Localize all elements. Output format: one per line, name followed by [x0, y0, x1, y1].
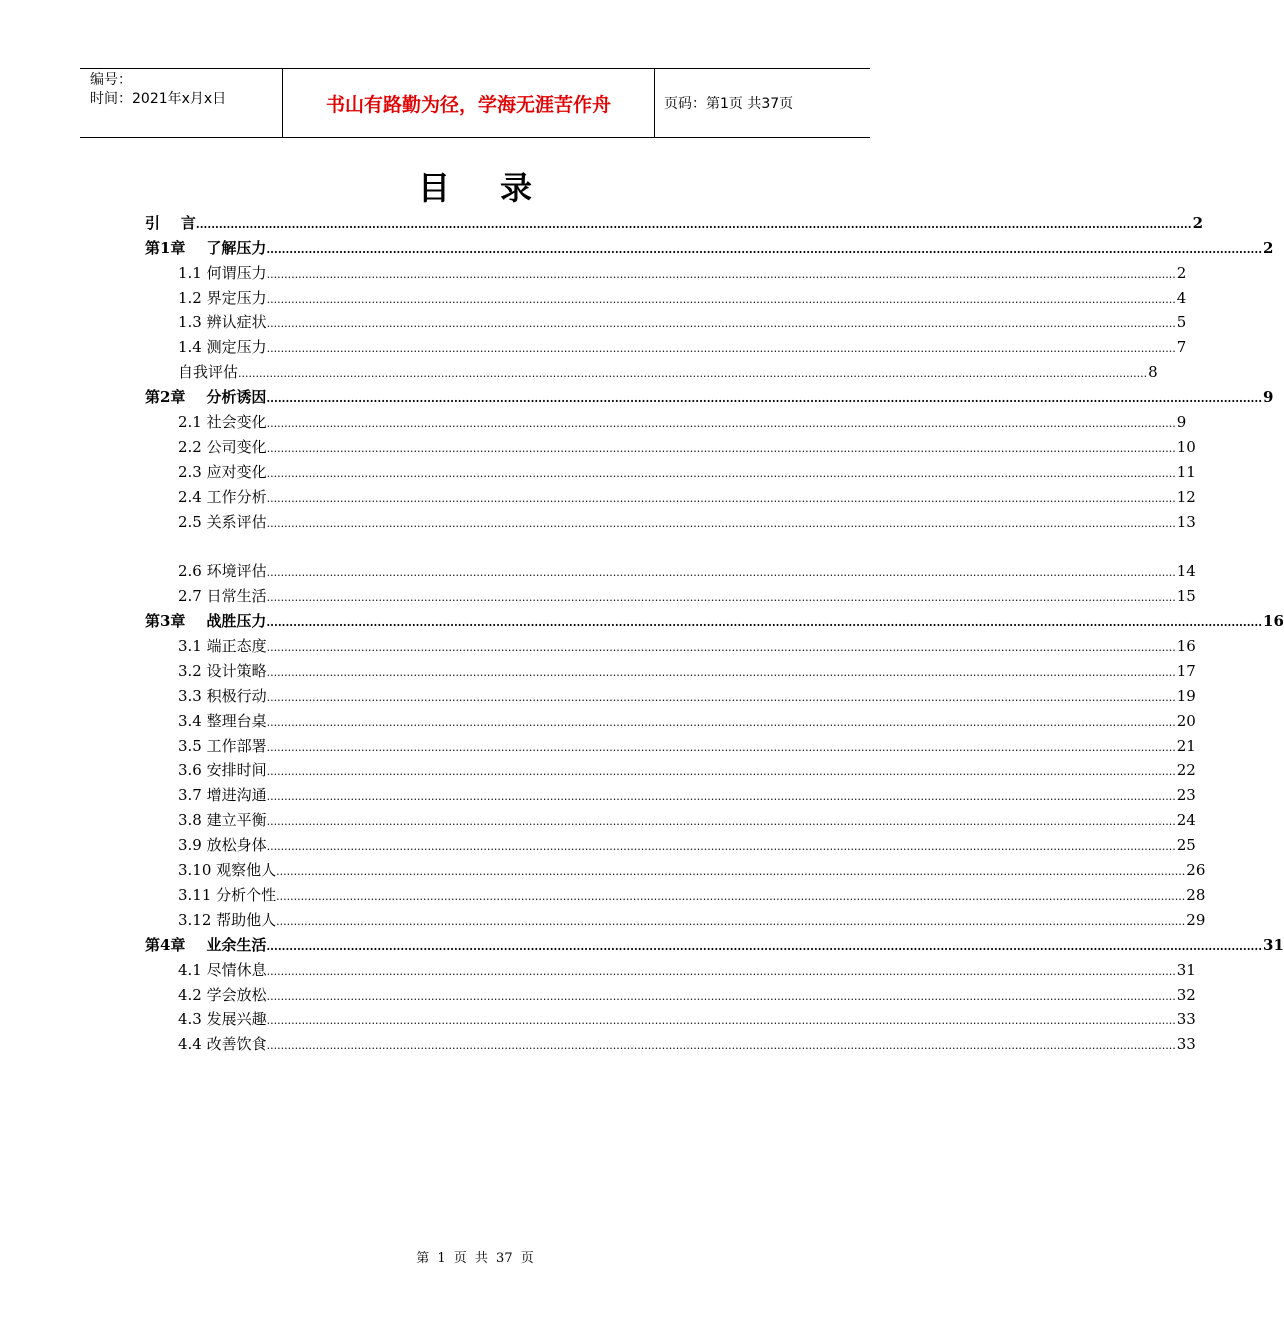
toc-leader-dots: ....................................................................................................................................................................................................................................................................	[266, 989, 1176, 1003]
toc-entry-label: 1.3 辨认症状	[178, 313, 267, 332]
toc-page-number: 23	[1176, 786, 1196, 805]
table-of-contents	[145, 208, 1284, 1054]
toc-page-number: 7	[1176, 338, 1187, 357]
toc-entry-label: 3.11 分析个性	[178, 885, 277, 904]
toc-entry-row[interactable]	[145, 731, 1196, 756]
toc-entry-row[interactable]	[145, 905, 1206, 930]
toc-page-number: 2	[1263, 238, 1274, 257]
toc-leader-dots: ....................................................................................................................................................................................................................................................................	[266, 242, 1263, 256]
toc-page-number: 12	[1176, 487, 1196, 506]
toc-leader-dots: ....................................................................................................................................................................................................................................................................	[266, 665, 1176, 679]
toc-page-number: 26	[1186, 861, 1206, 880]
toc-entry-row[interactable]	[145, 507, 1196, 532]
toc-page-number: 16	[1176, 637, 1196, 656]
toc-leader-dots: ....................................................................................................................................................................................................................................................................	[266, 591, 1176, 605]
toc-entry-label: 第3章 战胜压力	[145, 612, 267, 631]
toc-page-number: 13	[1176, 512, 1196, 531]
toc-leader-dots: ....................................................................................................................................................................................................................................................................	[266, 616, 1263, 630]
toc-page-number: 32	[1176, 985, 1196, 1004]
toc-entry-row[interactable]	[145, 880, 1206, 905]
toc-entry-label: 引 言	[145, 213, 196, 232]
toc-entry-row[interactable]	[145, 955, 1196, 980]
toc-spacer	[145, 532, 806, 557]
toc-page-number: 33	[1176, 1010, 1196, 1029]
toc-page-number: 28	[1186, 885, 1206, 904]
toc-chapter-row[interactable]	[145, 606, 1284, 631]
toc-page-number: 2	[1192, 213, 1204, 232]
toc-entry-label: 2.6 环境评估	[178, 562, 267, 581]
toc-leader-dots: ....................................................................................................................................................................................................................................................................	[266, 292, 1176, 306]
toc-entry-row[interactable]	[145, 780, 1196, 805]
toc-leader-dots: ....................................................................................................................................................................................................................................................................	[266, 516, 1176, 530]
toc-leader-dots: ....................................................................................................................................................................................................................................................................	[266, 417, 1176, 431]
toc-entry-label: 3.3 积极行动	[178, 686, 267, 705]
toc-page-number: 31	[1176, 960, 1196, 979]
toc-chapter-row[interactable]	[145, 208, 1204, 233]
toc-leader-dots: ....................................................................................................................................................................................................................................................................	[266, 840, 1176, 854]
toc-entry-row[interactable]	[145, 805, 1196, 830]
toc-entry-label: 第1章 了解压力	[145, 238, 267, 257]
toc-leader-dots: ....................................................................................................................................................................................................................................................................	[266, 690, 1176, 704]
toc-entry-label: 3.4 整理台桌	[178, 711, 267, 730]
toc-page-number: 25	[1176, 836, 1196, 855]
toc-entry-row[interactable]	[145, 681, 1196, 706]
toc-entry-label: 第4章 业余生活	[145, 935, 267, 954]
toc-entry-label: 3.12 帮助他人	[178, 910, 277, 929]
toc-leader-dots: ....................................................................................................................................................................................................................................................................	[266, 392, 1263, 406]
toc-chapter-row[interactable]	[145, 233, 1274, 258]
toc-entry-label: 3.9 放松身体	[178, 836, 267, 855]
toc-entry-row[interactable]	[145, 581, 1196, 606]
toc-entry-label: 1.2 界定压力	[178, 288, 267, 307]
toc-entry-label: 3.6 安排时间	[178, 761, 267, 780]
toc-entry-row[interactable]	[145, 308, 1187, 333]
toc-entry-label: 2.1 社会变化	[178, 413, 267, 432]
toc-entry-row[interactable]	[145, 357, 1158, 382]
toc-entry-label: 4.3 发展兴趣	[178, 1010, 267, 1029]
toc-entry-label: 4.1 尽情休息	[178, 960, 267, 979]
toc-page-number: 20	[1176, 711, 1196, 730]
toc-page-number: 24	[1176, 811, 1196, 830]
toc-page-number: 8	[1148, 363, 1158, 382]
toc-leader-dots: ....................................................................................................................................................................................................................................................................	[266, 1014, 1176, 1028]
toc-entry-row[interactable]	[145, 482, 1196, 507]
toc-entry-label: 3.5 工作部署	[178, 736, 267, 755]
toc-leader-dots: ....................................................................................................................................................................................................................................................................	[266, 491, 1176, 505]
toc-page-number: 14	[1176, 562, 1196, 581]
toc-chapter-row[interactable]	[145, 930, 1284, 955]
toc-entry-row[interactable]	[145, 1005, 1196, 1030]
toc-entry-row[interactable]	[145, 556, 1196, 581]
toc-entry-label: 4.4 改善饮食	[178, 1035, 267, 1054]
date-label: 时间：2021年x月x日	[90, 91, 227, 107]
toc-entry-label: 3.7 增进沟通	[178, 786, 267, 805]
toc-leader-dots: ....................................................................................................................................................................................................................................................................	[266, 815, 1176, 829]
toc-entry-label: 第2章 分析诱因	[145, 388, 267, 407]
toc-entry-row[interactable]	[145, 830, 1196, 855]
toc-page-number: 29	[1186, 910, 1206, 929]
header-page-info: 页码：第1页 共37页	[664, 96, 794, 112]
toc-leader-dots: ....................................................................................................................................................................................................................................................................	[266, 267, 1176, 281]
toc-entry-label: 2.3 应对变化	[178, 462, 267, 481]
toc-page-number: 5	[1176, 313, 1187, 332]
toc-entry-row[interactable]	[145, 1029, 1196, 1054]
toc-entry-label: 2.4 工作分析	[178, 487, 267, 506]
toc-leader-dots: ....................................................................................................................................................................................................................................................................	[266, 317, 1176, 331]
toc-leader-dots: ....................................................................................................................................................................................................................................................................	[276, 914, 1186, 928]
toc-entry-label: 2.7 日常生活	[178, 587, 267, 606]
toc-page-number: 11	[1176, 462, 1196, 481]
toc-leader-dots: ....................................................................................................................................................................................................................................................................	[266, 790, 1176, 804]
toc-entry-label: 自我评估	[178, 363, 239, 382]
toc-page-number: 10	[1176, 437, 1196, 456]
toc-entry-label: 1.4 测定压力	[178, 338, 267, 357]
toc-chapter-row[interactable]	[145, 382, 1274, 407]
toc-entry-label: 3.10 观察他人	[178, 861, 277, 880]
toc-leader-dots: ....................................................................................................................................................................................................................................................................	[266, 566, 1176, 580]
header-meta	[80, 69, 282, 137]
toc-page-number: 2	[1176, 263, 1187, 282]
toc-page-number: 21	[1176, 736, 1196, 755]
toc-entry-label: 3.8 建立平衡	[178, 811, 267, 830]
toc-leader-dots: ....................................................................................................................................................................................................................................................................	[266, 641, 1176, 655]
toc-entry-label: 1.1 何谓压力	[178, 263, 267, 282]
toc-entry-row[interactable]	[145, 706, 1196, 731]
toc-leader-dots: ....................................................................................................................................................................................................................................................................	[266, 715, 1176, 729]
toc-entry-label: 4.2 学会放松	[178, 985, 267, 1004]
toc-entry-row[interactable]	[145, 332, 1187, 357]
toc-page-number: 22	[1176, 761, 1196, 780]
page-footer: 第 1 页 共 37 页	[416, 1251, 534, 1266]
toc-entry-label: 3.2 设计策略	[178, 661, 267, 680]
toc-page-number: 19	[1176, 686, 1196, 705]
toc-entry-label: 2.2 公司变化	[178, 437, 267, 456]
page-title: 目录	[417, 169, 582, 207]
toc-leader-dots: ....................................................................................................................................................................................................................................................................	[276, 865, 1186, 879]
toc-entry-row[interactable]	[145, 631, 1196, 656]
toc-leader-dots: ....................................................................................................................................................................................................................................................................	[266, 765, 1176, 779]
toc-leader-dots: ....................................................................................................................................................................................................................................................................	[266, 466, 1176, 480]
toc-leader-dots: ....................................................................................................................................................................................................................................................................	[276, 889, 1186, 903]
toc-leader-dots: ....................................................................................................................................................................................................................................................................	[266, 342, 1176, 356]
toc-entry-label: 3.1 端正态度	[178, 637, 267, 656]
toc-leader-dots: ....................................................................................................................................................................................................................................................................	[195, 217, 1192, 231]
toc-entry-row[interactable]	[145, 432, 1196, 457]
toc-entry-label: 2.5 关系评估	[178, 512, 267, 531]
toc-entry-row[interactable]	[145, 855, 1206, 880]
toc-entry-row[interactable]	[145, 283, 1187, 308]
toc-entry-row[interactable]	[145, 756, 1196, 781]
toc-page-number: 33	[1176, 1035, 1196, 1054]
toc-leader-dots: ....................................................................................................................................................................................................................................................................	[266, 740, 1176, 754]
toc-page-number: 31	[1263, 935, 1284, 954]
toc-entry-row[interactable]	[145, 258, 1187, 283]
document-header	[80, 68, 870, 138]
toc-leader-dots: ....................................................................................................................................................................................................................................................................	[266, 939, 1263, 953]
toc-entry-row[interactable]	[145, 407, 1187, 432]
toc-leader-dots: ....................................................................................................................................................................................................................................................................	[266, 1039, 1176, 1053]
toc-leader-dots: ....................................................................................................................................................................................................................................................................	[266, 441, 1176, 455]
toc-page-number: 16	[1263, 612, 1284, 631]
toc-entry-row[interactable]	[145, 656, 1196, 681]
toc-entry-row[interactable]	[145, 980, 1196, 1005]
toc-leader-dots: ....................................................................................................................................................................................................................................................................	[238, 367, 1148, 381]
toc-page-number: 9	[1176, 413, 1187, 432]
toc-entry-row[interactable]	[145, 457, 1196, 482]
toc-page-number: 15	[1176, 587, 1196, 606]
number-label: 编号：	[90, 72, 132, 88]
toc-page-number: 17	[1176, 661, 1196, 680]
toc-leader-dots: ....................................................................................................................................................................................................................................................................	[266, 964, 1176, 978]
toc-page-number: 9	[1263, 388, 1274, 407]
toc-page-number: 4	[1176, 288, 1187, 307]
header-motto: 书山有路勤为径，学海无涯苦作舟	[282, 69, 655, 137]
